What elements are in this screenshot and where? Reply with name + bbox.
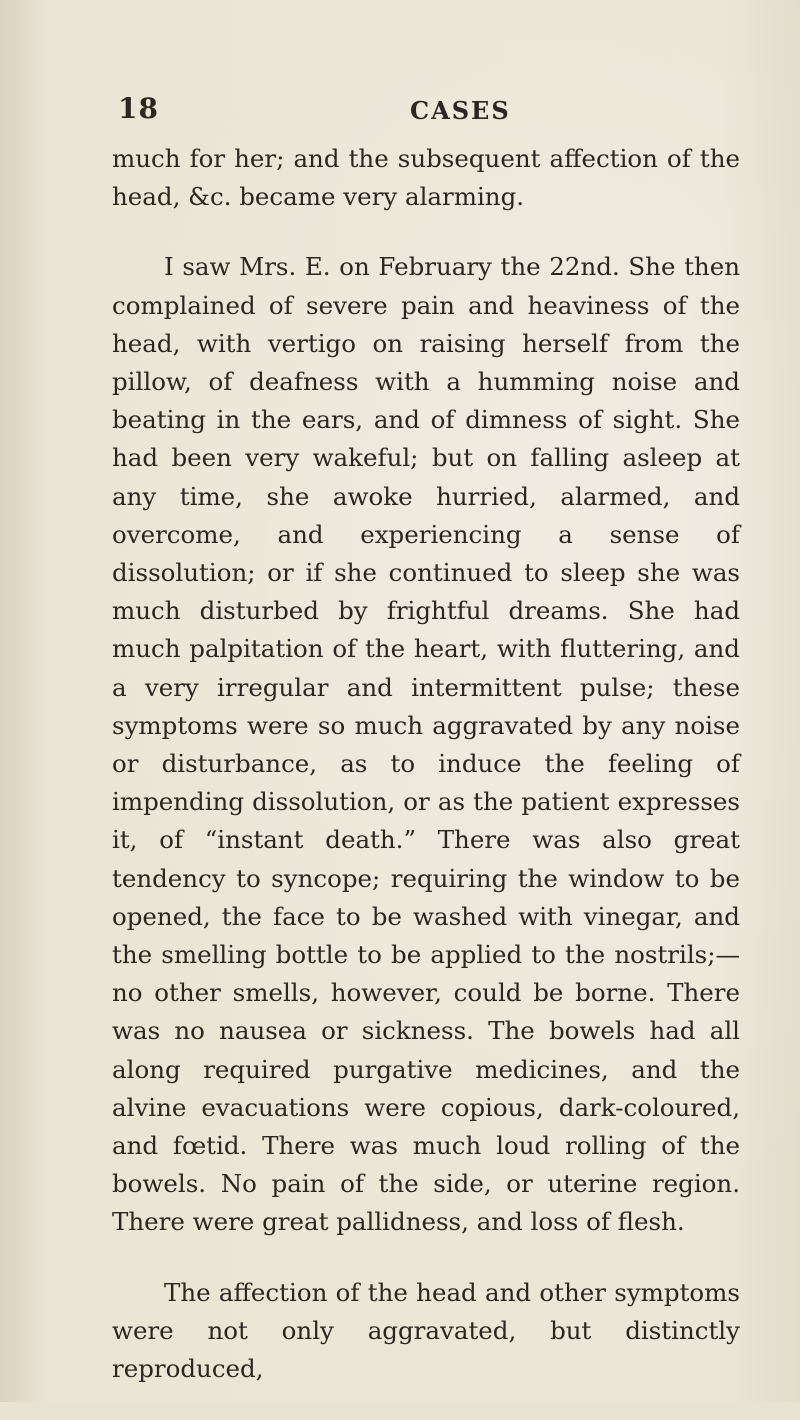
paragraph-continuation: much for her; and the subsequent affection of the head, &c. became very alarming. bbox=[112, 144, 740, 212]
paragraph-case-description: I saw Mrs. E. on February the 22nd. She then complained of severe pain and heaviness of the head, with vertigo on raising herself from the pillow, of deafness with a humming noise and beating in the ears, and of dimness of sight. She had been very wakeful; but on falling asleep at any time, she awoke hurried, alarmed, and overcome, and experiencing a sense of dissolution; or if she continued to sleep she was much disturbed by frightful dreams. She had much palpitation of the heart, with fluttering, and a very irregular and intermittent pulse; these symptoms were so much aggravated by any noise or disturbance, as to induce the feeling of impending dissolution, or as the patient expresses it, of “instant death.” There was also great tendency to syncope; requiring the window to be opened, the face to be washed with vinegar, and the smelling bottle to be applied to the nostrils;—no other smells, however, could be borne. There was no nausea or sickness. The bowels had all along required purgative medicines, and the alvine evacuations were copious, dark-coloured, and fœtid. There was much loud rolling of the bowels. No pain of the side, or uterine region. There were great pallidness, and loss of flesh. bbox=[112, 252, 740, 1237]
running-head: CASES bbox=[410, 96, 511, 125]
body-text bbox=[112, 140, 740, 1420]
page-number: 18 bbox=[118, 92, 159, 125]
page-header bbox=[118, 92, 718, 128]
paragraph-symptoms-reproduced: The affection of the head and other symptoms were not only aggravated, but distinctly reproduced, bbox=[112, 1277, 740, 1384]
